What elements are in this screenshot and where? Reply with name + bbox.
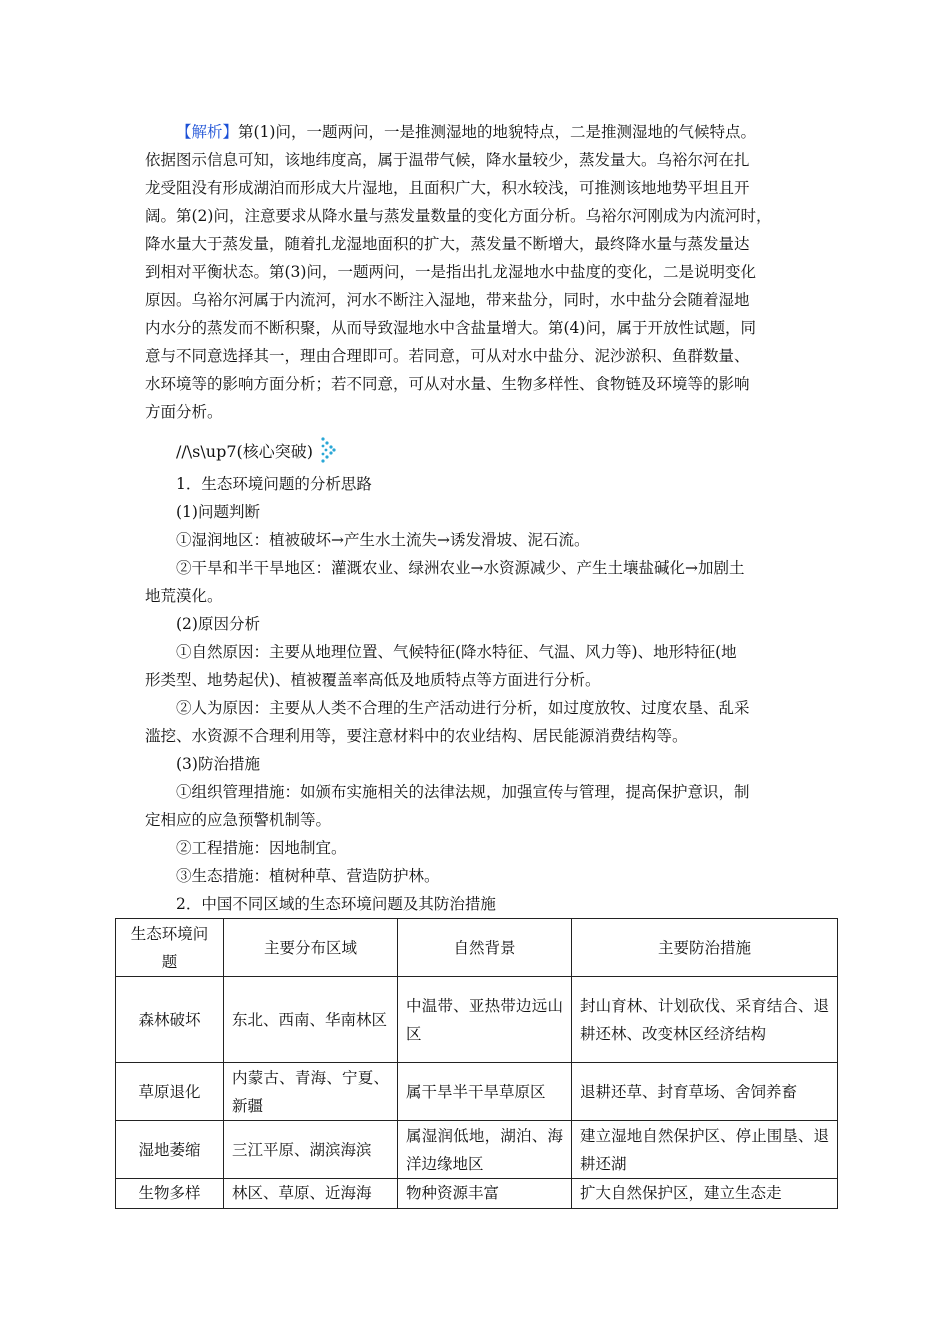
section-heading-text: //\s\up7(核心突破) <box>176 441 313 461</box>
body-line: 形类型、地势起伏)、植被覆盖率高低及地质特点等方面进行分析。 <box>145 671 601 689</box>
section-heading <box>145 430 835 470</box>
analysis-line: 第(1)问，一题两问，一是推测湿地的地貌特点，二是推测湿地的气候特点。 <box>238 123 756 141</box>
analysis-line: 方面分析。 <box>145 403 223 421</box>
body-line: 地荒漠化。 <box>145 587 223 605</box>
table-cell: 内蒙古、青海、宁夏、新疆 <box>224 1063 398 1121</box>
analysis-line: 水环境等的影响方面分析；若不同意，可从对水量、生物多样性、食物链及环境等的影响 <box>145 375 750 393</box>
body-line: (2)原因分析 <box>176 615 260 633</box>
body-line: ③生态措施：植树种草、营造防护林。 <box>176 867 440 885</box>
analysis-paragraph <box>145 118 835 426</box>
body-line: ②干旱和半干旱地区：灌溉农业、绿洲农业→水资源减少、产生土壤盐碱化→加剧土 <box>176 559 745 577</box>
body-line: ①自然原因：主要从地理位置、气候特征(降水特征、气温、风力等)、地形特征(地 <box>176 643 737 661</box>
table-cell: 湿地萎缩 <box>116 1121 224 1179</box>
body-line: ②人为原因：主要从人类不合理的生产活动进行分析，如过度放牧、过度农垦、乱采 <box>176 699 750 717</box>
body-line: 定相应的应急预警机制等。 <box>145 811 332 829</box>
analysis-tag: 【解析】 <box>176 123 239 141</box>
table-cell: 封山育林、计划砍伐、采育结合、退耕还林、改变林区经济结构 <box>572 977 838 1063</box>
body-text <box>145 470 835 918</box>
body-line: 滥挖、水资源不合理利用等，要注意材料中的农业结构、居民能源消费结构等。 <box>145 727 688 745</box>
body-line: ①湿润地区：植被破坏→产生水土流失→诱发滑坡、泥石流。 <box>176 531 590 549</box>
table-cell: 中温带、亚热带边远山区 <box>398 977 572 1063</box>
analysis-line-first <box>145 118 835 146</box>
table-row <box>116 1063 838 1121</box>
body-line: ②工程措施：因地制宜。 <box>176 839 347 857</box>
body-line: (1)问题判断 <box>176 503 260 521</box>
analysis-line: 龙受阻没有形成湖泊而形成大片湿地，且面积广大，积水较浅，可推测该地地势平坦且开 <box>145 179 750 197</box>
analysis-line: 到相对平衡状态。第(3)问，一题两问，一是指出扎龙湿地水中盐度的变化，二是说明变化 <box>145 263 756 281</box>
table-header-cell: 主要分布区域 <box>224 919 398 977</box>
table-cell: 扩大自然保护区，建立生态走 <box>572 1179 838 1209</box>
body-line: ①组织管理措施：如颁布实施相关的法律法规，加强宣传与管理，提高保护意识，制 <box>176 783 750 801</box>
table-cell: 东北、西南、华南林区 <box>224 977 398 1063</box>
table-cell: 属干旱半干旱草原区 <box>398 1063 572 1121</box>
table-row <box>116 1179 838 1209</box>
double-chevron-arrow-icon <box>319 436 341 464</box>
table-cell: 建立湿地自然保护区、停止围垦、退耕还湖 <box>572 1121 838 1179</box>
analysis-line: 原因。乌裕尔河属于内流河，河水不断注入湿地，带来盐分，同时，水中盐分会随着湿地 <box>145 291 750 309</box>
table-cell: 属湿润低地，湖泊、海洋边缘地区 <box>398 1121 572 1179</box>
eco-problems-table <box>115 918 838 1209</box>
table-header-cell: 主要防治措施 <box>572 919 838 977</box>
content-column <box>145 118 835 918</box>
analysis-line: 依据图示信息可知，该地纬度高，属于温带气候，降水量较少，蒸发量大。乌裕尔河在扎 <box>145 151 750 169</box>
table-row <box>116 1121 838 1179</box>
analysis-line: 阔。第(2)问，注意要求从降水量与蒸发量数量的变化方面分析。乌裕尔河刚成为内流河时， <box>145 207 772 225</box>
table-cell: 三江平原、湖滨海滨 <box>224 1121 398 1179</box>
analysis-line: 降水量大于蒸发量，随着扎龙湿地面积的扩大，蒸发量不断增大，最终降水量与蒸发量达 <box>145 235 750 253</box>
table-cell: 草原退化 <box>116 1063 224 1121</box>
table-cell: 生物多样 <box>116 1179 224 1209</box>
table-header-cell: 生态环境问题 <box>116 919 224 977</box>
analysis-line: 内水分的蒸发而不断积聚，从而导致湿地水中含盐量增大。第(4)问，属于开放性试题，同 <box>145 319 756 337</box>
body-line: 1．生态环境问题的分析思路 <box>176 475 372 493</box>
table-cell: 退耕还草、封育草场、舍饲养畜 <box>572 1063 838 1121</box>
body-line: 2．中国不同区域的生态环境问题及其防治措施 <box>176 895 496 913</box>
analysis-line: 意与不同意选择其一，理由合理即可。若同意，可从对水中盐分、泥沙淤积、鱼群数量、 <box>145 347 750 365</box>
table-row <box>116 977 838 1063</box>
body-line: (3)防治措施 <box>176 755 260 773</box>
table-header-row <box>116 919 838 977</box>
table-cell: 林区、草原、近海海 <box>224 1179 398 1209</box>
table-cell: 物种资源丰富 <box>398 1179 572 1209</box>
table-cell: 森林破坏 <box>116 977 224 1063</box>
table-header-cell: 自然背景 <box>398 919 572 977</box>
